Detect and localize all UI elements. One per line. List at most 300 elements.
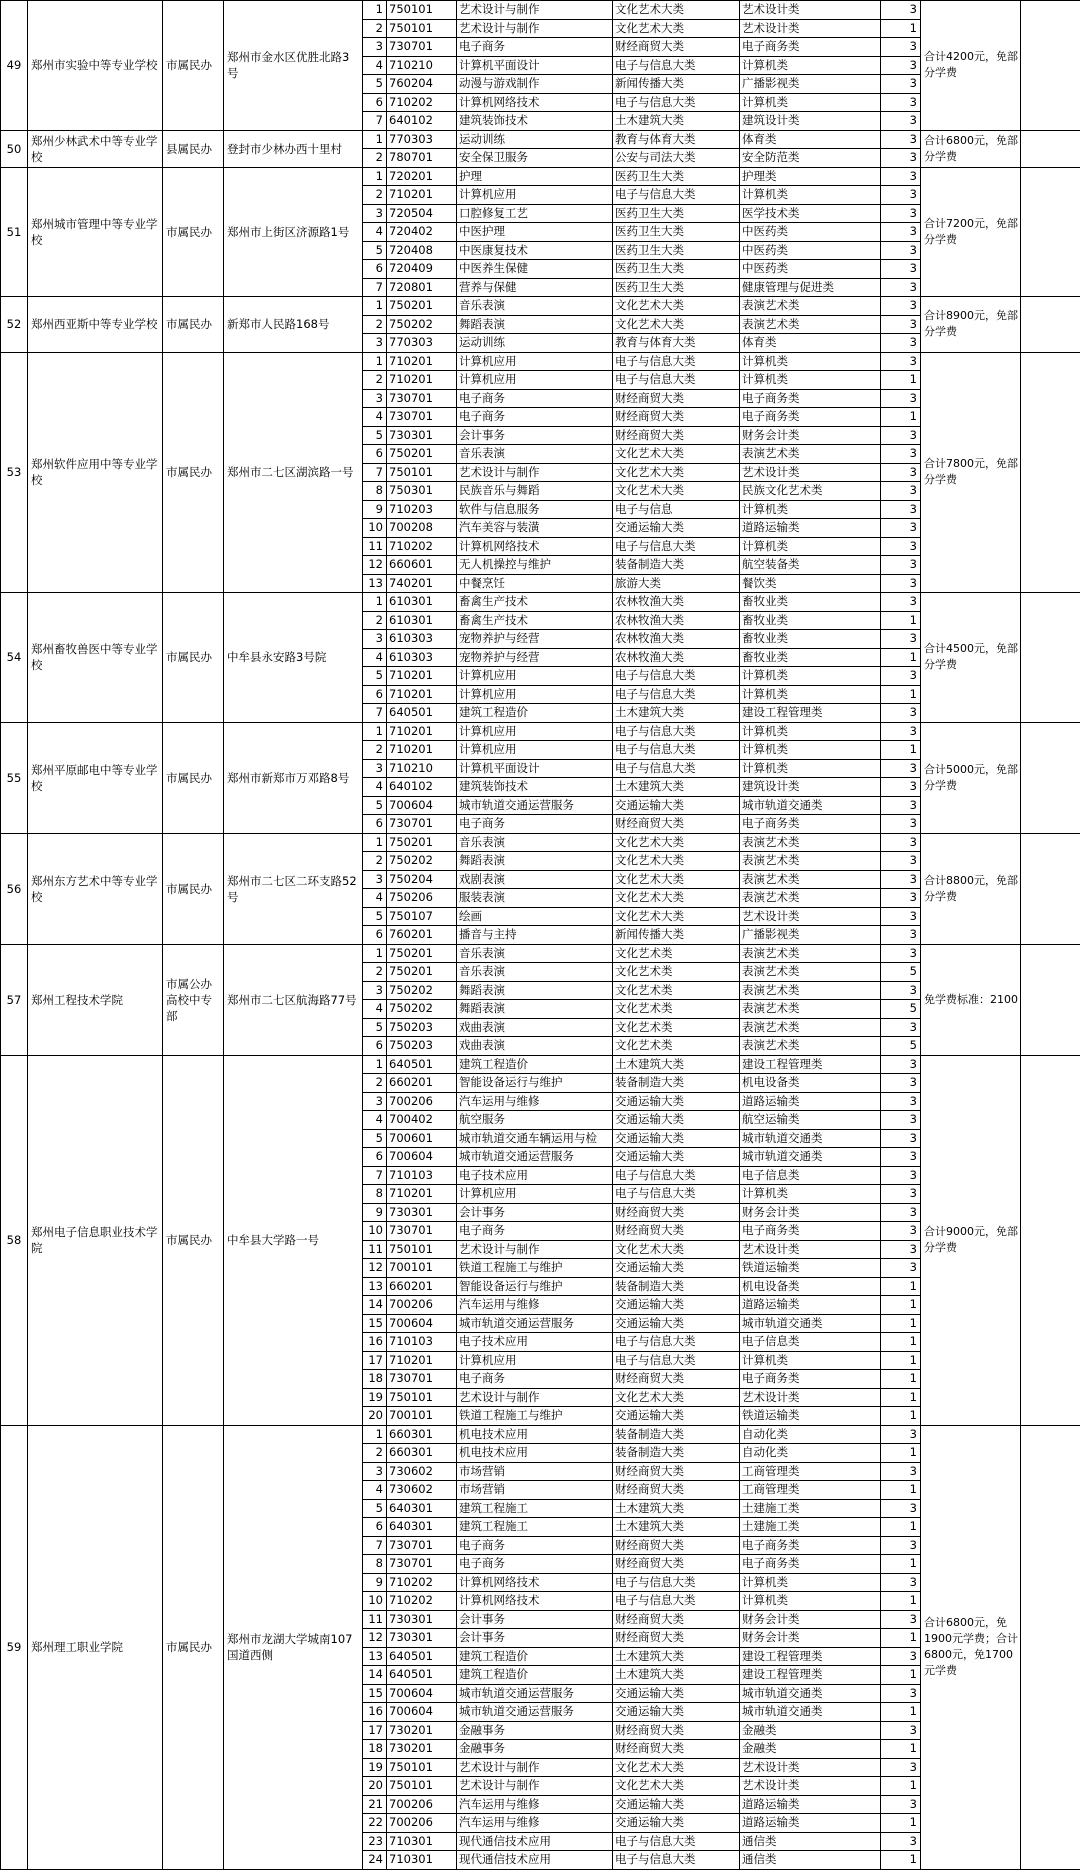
major-class: 金融类 [740,1740,881,1759]
major-category: 财经商贸大类 [613,1721,740,1740]
major-category: 电子与信息大类 [613,685,740,704]
major-code: 730301 [387,1203,457,1222]
major-index: 2 [363,1444,387,1463]
major-category: 交通运输大类 [613,1795,740,1814]
remark-cell [1021,833,1080,944]
major-name: 城市轨道交通运营服务 [457,796,613,815]
major-code: 720402 [387,223,457,242]
major-name: 电子技术应用 [457,1333,613,1352]
major-name: 电子商务 [457,1555,613,1574]
major-class: 道路运输类 [740,1795,881,1814]
major-code: 700604 [387,1314,457,1333]
major-class: 表演艺术类 [740,963,881,982]
major-name: 计算机应用 [457,741,613,760]
major-class: 机电设备类 [740,1277,881,1296]
major-category: 农林牧渔大类 [613,630,740,649]
major-index: 2 [363,963,387,982]
major-class: 道路运输类 [740,519,881,538]
major-category: 交通运输大类 [613,1814,740,1833]
duration: 3 [881,1203,921,1222]
major-class: 表演艺术类 [740,944,881,963]
table-row [1,833,1080,852]
major-class: 民族文化艺术类 [740,482,881,501]
major-code: 640102 [387,112,457,131]
major-name: 城市轨道交通运营服务 [457,1314,613,1333]
major-code: 770303 [387,334,457,353]
major-code: 770303 [387,130,457,149]
major-category: 交通运输大类 [613,796,740,815]
duration: 1 [881,1444,921,1463]
major-class: 计算机类 [740,352,881,371]
major-name: 金融事务 [457,1740,613,1759]
major-code: 710201 [387,186,457,205]
duration: 3 [881,981,921,1000]
major-name: 金融事务 [457,1721,613,1740]
school-fee: 合计8900元，免部分学费 [921,297,1021,353]
major-category: 电子与信息大类 [613,1166,740,1185]
major-index: 14 [363,1666,387,1685]
major-code: 750201 [387,833,457,852]
major-code: 750101 [387,1,457,20]
major-index: 6 [363,1518,387,1537]
major-class: 艺术设计类 [740,1758,881,1777]
school-type: 市属民办 [163,722,224,833]
school-fee: 合计6800元，免部分学费 [921,130,1021,167]
major-name: 中医康复技术 [457,241,613,260]
major-name: 计算机应用 [457,685,613,704]
major-code: 710301 [387,1851,457,1870]
duration: 3 [881,1129,921,1148]
major-code: 730701 [387,408,457,427]
major-code: 700206 [387,1296,457,1315]
major-class: 建筑设计类 [740,112,881,131]
major-index: 8 [363,1555,387,1574]
major-class: 计算机类 [740,1592,881,1611]
major-index: 1 [363,167,387,186]
major-code: 750107 [387,907,457,926]
major-code: 730701 [387,815,457,834]
major-category: 电子与信息大类 [613,667,740,686]
major-category: 教育与体育大类 [613,130,740,149]
school-name: 郑州软件应用中等专业学校 [28,352,163,593]
major-name: 会计事务 [457,1629,613,1648]
duration: 3 [881,1832,921,1851]
major-class: 中医药类 [740,260,881,279]
duration: 3 [881,278,921,297]
major-name: 汽车运用与维修 [457,1296,613,1315]
major-index: 5 [363,796,387,815]
major-name: 汽车运用与维修 [457,1795,613,1814]
major-category: 新闻传播大类 [613,926,740,945]
major-index: 3 [363,1462,387,1481]
major-index: 4 [363,1000,387,1019]
major-code: 750202 [387,981,457,1000]
major-name: 计算机网络技术 [457,537,613,556]
major-code: 740201 [387,574,457,593]
table-row [1,297,1080,316]
duration: 3 [881,1647,921,1666]
major-class: 艺术设计类 [740,1,881,20]
major-code: 700206 [387,1092,457,1111]
major-name: 电子商务 [457,1370,613,1389]
major-name: 安全保卫服务 [457,149,613,168]
major-class: 艺术设计类 [740,19,881,38]
major-category: 电子与信息大类 [613,371,740,390]
major-category: 文化艺术大类 [613,482,740,501]
major-class: 建设工程管理类 [740,1647,881,1666]
major-code: 710103 [387,1166,457,1185]
table-row [1,722,1080,741]
major-code: 710301 [387,1832,457,1851]
school-type: 市属民办 [163,352,224,593]
major-class: 中医药类 [740,223,881,242]
major-code: 660301 [387,1425,457,1444]
major-class: 计算机类 [740,1573,881,1592]
major-code: 720504 [387,204,457,223]
school-fee: 合计9000元，免部分学费 [921,1055,1021,1425]
duration: 5 [881,1037,921,1056]
major-index: 6 [363,445,387,464]
major-category: 电子与信息大类 [613,759,740,778]
major-class: 计算机类 [740,667,881,686]
school-address: 郑州市二七区二环支路52号 [224,833,363,944]
major-index: 3 [363,870,387,889]
duration: 3 [881,1462,921,1481]
duration: 3 [881,778,921,797]
major-category: 医药卫生大类 [613,260,740,279]
major-class: 表演艺术类 [740,870,881,889]
school-number: 57 [1,944,28,1055]
major-class: 计算机类 [740,371,881,390]
major-class: 电子商务类 [740,389,881,408]
major-category: 文化艺术大类 [613,297,740,316]
duration: 3 [881,38,921,57]
major-index: 5 [363,426,387,445]
major-index: 10 [363,519,387,538]
major-index: 12 [363,1629,387,1648]
major-class: 土建施工类 [740,1499,881,1518]
major-code: 750101 [387,463,457,482]
major-code: 750203 [387,1037,457,1056]
major-index: 5 [363,1499,387,1518]
major-code: 610303 [387,648,457,667]
major-name: 计算机应用 [457,667,613,686]
school-fee: 合计6800元，免1900元学费；合计6800元，免1700元学费 [921,1425,1021,1869]
duration: 3 [881,260,921,279]
duration: 3 [881,426,921,445]
table-row [1,352,1080,371]
major-name: 畜禽生产技术 [457,611,613,630]
major-name: 城市轨道交通运营服务 [457,1148,613,1167]
school-fee: 合计8800元，免部分学费 [921,833,1021,944]
major-name: 城市轨道交通运营服务 [457,1684,613,1703]
major-class: 畜牧业类 [740,630,881,649]
school-name: 郑州市实验中等专业学校 [28,1,163,131]
duration: 3 [881,315,921,334]
major-category: 财经商贸大类 [613,1222,740,1241]
major-class: 建设工程管理类 [740,1055,881,1074]
major-index: 9 [363,500,387,519]
major-category: 文化艺术大类 [613,1758,740,1777]
major-category: 教育与体育大类 [613,334,740,353]
major-class: 电子商务类 [740,38,881,57]
school-fee: 合计4500元，免部分学费 [921,593,1021,723]
duration: 3 [881,93,921,112]
major-class: 表演艺术类 [740,1018,881,1037]
major-class: 财务会计类 [740,1610,881,1629]
major-name: 戏曲表演 [457,1037,613,1056]
major-name: 运动训练 [457,130,613,149]
school-address: 郑州市金水区优胜北路3号 [224,1,363,131]
duration: 3 [881,297,921,316]
major-index: 16 [363,1333,387,1352]
major-name: 汽车美容与装潢 [457,519,613,538]
major-name: 软件与信息服务 [457,500,613,519]
major-code: 710202 [387,1573,457,1592]
major-class: 计算机类 [740,1185,881,1204]
major-class: 畜牧业类 [740,648,881,667]
major-class: 畜牧业类 [740,593,881,612]
major-class: 电子商务类 [740,815,881,834]
duration: 3 [881,537,921,556]
major-class: 表演艺术类 [740,981,881,1000]
duration: 3 [881,1222,921,1241]
major-index: 3 [363,1092,387,1111]
duration: 3 [881,519,921,538]
major-class: 广播影视类 [740,75,881,94]
duration: 3 [881,1721,921,1740]
duration: 3 [881,1795,921,1814]
duration: 1 [881,1314,921,1333]
duration: 3 [881,56,921,75]
major-code: 710202 [387,1592,457,1611]
major-class: 财务会计类 [740,426,881,445]
major-name: 护理 [457,167,613,186]
major-index: 9 [363,1573,387,1592]
duration: 1 [881,1370,921,1389]
major-name: 服装表演 [457,889,613,908]
major-index: 5 [363,75,387,94]
major-name: 机电技术应用 [457,1444,613,1463]
duration: 3 [881,130,921,149]
major-class: 通信类 [740,1851,881,1870]
major-index: 4 [363,1481,387,1500]
major-class: 健康管理与促进类 [740,278,881,297]
major-class: 铁道运输类 [740,1407,881,1426]
major-category: 医药卫生大类 [613,204,740,223]
major-name: 汽车运用与维修 [457,1814,613,1833]
major-index: 20 [363,1407,387,1426]
major-category: 交通运输大类 [613,1111,740,1130]
major-code: 750204 [387,870,457,889]
major-name: 电子商务 [457,1536,613,1555]
duration: 1 [881,1555,921,1574]
major-index: 1 [363,1425,387,1444]
school-fee: 合计5000元，免部分学费 [921,722,1021,833]
major-index: 1 [363,593,387,612]
major-class: 电子商务类 [740,408,881,427]
school-address: 中牟县大学路一号 [224,1055,363,1425]
school-fee: 合计7200元，免部分学费 [921,167,1021,297]
school-number: 53 [1,352,28,593]
remark-cell [1021,167,1080,297]
major-name: 会计事务 [457,1610,613,1629]
remark-cell [1021,593,1080,723]
major-index: 2 [363,741,387,760]
major-name: 艺术设计与制作 [457,1758,613,1777]
major-name: 绘画 [457,907,613,926]
table-row [1,130,1080,149]
major-name: 铁道工程施工与维护 [457,1407,613,1426]
duration: 3 [881,667,921,686]
major-category: 土木建筑大类 [613,1647,740,1666]
major-name: 计算机应用 [457,186,613,205]
major-index: 17 [363,1351,387,1370]
major-category: 农林牧渔大类 [613,648,740,667]
major-class: 计算机类 [740,186,881,205]
major-name: 民族音乐与舞蹈 [457,482,613,501]
major-category: 文化艺术类 [613,981,740,1000]
major-name: 建筑工程造价 [457,1666,613,1685]
major-code: 720201 [387,167,457,186]
major-code: 750101 [387,1777,457,1796]
major-code: 750301 [387,482,457,501]
major-name: 会计事务 [457,1203,613,1222]
major-category: 财经商贸大类 [613,426,740,445]
major-index: 11 [363,1240,387,1259]
major-name: 电子商务 [457,1222,613,1241]
school-number: 50 [1,130,28,167]
duration: 3 [881,1055,921,1074]
major-class: 航空装备类 [740,556,881,575]
major-class: 广播影视类 [740,926,881,945]
major-code: 750202 [387,852,457,871]
school-name: 郑州少林武术中等专业学校 [28,130,163,167]
major-category: 电子与信息大类 [613,537,740,556]
major-code: 730701 [387,1222,457,1241]
major-category: 电子与信息大类 [613,1333,740,1352]
major-code: 750101 [387,19,457,38]
major-category: 文化艺术大类 [613,833,740,852]
major-category: 文化艺术大类 [613,315,740,334]
major-code: 780701 [387,149,457,168]
major-name: 现代通信技术应用 [457,1851,613,1870]
major-class: 城市轨道交通类 [740,796,881,815]
major-category: 交通运输大类 [613,1407,740,1426]
major-category: 文化艺术大类 [613,463,740,482]
school-name: 郑州电子信息职业技术学院 [28,1055,163,1425]
duration: 3 [881,500,921,519]
major-category: 电子与信息 [613,500,740,519]
major-name: 艺术设计与制作 [457,1240,613,1259]
major-index: 10 [363,1592,387,1611]
school-type: 市属民办 [163,1055,224,1425]
major-class: 道路运输类 [740,1814,881,1833]
major-class: 艺术设计类 [740,907,881,926]
major-name: 航空服务 [457,1111,613,1130]
school-address: 郑州市上街区济源路1号 [224,167,363,297]
major-index: 4 [363,408,387,427]
major-index: 18 [363,1370,387,1389]
major-category: 医药卫生大类 [613,167,740,186]
duration: 3 [881,167,921,186]
duration: 3 [881,722,921,741]
major-code: 760204 [387,75,457,94]
major-class: 表演艺术类 [740,1000,881,1019]
major-name: 建筑工程造价 [457,1055,613,1074]
major-category: 土木建筑大类 [613,1499,740,1518]
duration: 1 [881,1666,921,1685]
duration: 3 [881,1,921,20]
duration: 3 [881,1166,921,1185]
table-row [1,167,1080,186]
major-code: 710201 [387,371,457,390]
major-name: 中医养生保健 [457,260,613,279]
major-index: 7 [363,112,387,131]
major-index: 1 [363,297,387,316]
duration: 3 [881,852,921,871]
major-category: 土木建筑大类 [613,1518,740,1537]
duration: 3 [881,204,921,223]
major-code: 750201 [387,445,457,464]
major-code: 720801 [387,278,457,297]
major-category: 装备制造大类 [613,1425,740,1444]
major-name: 智能设备运行与维护 [457,1277,613,1296]
duration: 1 [881,648,921,667]
major-index: 7 [363,1536,387,1555]
major-index: 5 [363,1129,387,1148]
duration: 3 [881,1610,921,1629]
major-category: 交通运输大类 [613,519,740,538]
major-index: 4 [363,56,387,75]
major-class: 电子商务类 [740,1370,881,1389]
duration: 3 [881,1758,921,1777]
major-class: 表演艺术类 [740,833,881,852]
major-index: 2 [363,149,387,168]
major-index: 17 [363,1721,387,1740]
major-name: 市场营销 [457,1462,613,1481]
major-name: 宠物养护与经营 [457,648,613,667]
duration: 1 [881,1629,921,1648]
remark-cell [1021,297,1080,353]
remark-cell [1021,130,1080,167]
major-code: 710210 [387,56,457,75]
major-index: 9 [363,1203,387,1222]
major-name: 无人机操控与维护 [457,556,613,575]
major-index: 2 [363,1074,387,1093]
major-category: 财经商贸大类 [613,38,740,57]
duration: 1 [881,19,921,38]
major-code: 710201 [387,741,457,760]
duration: 1 [881,1351,921,1370]
major-name: 计算机平面设计 [457,56,613,75]
table-body [1,1,1080,1870]
major-name: 建筑工程造价 [457,1647,613,1666]
major-category: 财经商贸大类 [613,389,740,408]
major-class: 工商管理类 [740,1481,881,1500]
major-name: 电子技术应用 [457,1166,613,1185]
duration: 3 [881,334,921,353]
major-code: 710201 [387,1185,457,1204]
major-class: 城市轨道交通类 [740,1684,881,1703]
major-code: 700206 [387,1795,457,1814]
major-index: 2 [363,611,387,630]
duration: 3 [881,1092,921,1111]
duration: 1 [881,1518,921,1537]
major-index: 15 [363,1684,387,1703]
major-name: 汽车运用与维修 [457,1092,613,1111]
school-address: 中牟县永安路3号院 [224,593,363,723]
